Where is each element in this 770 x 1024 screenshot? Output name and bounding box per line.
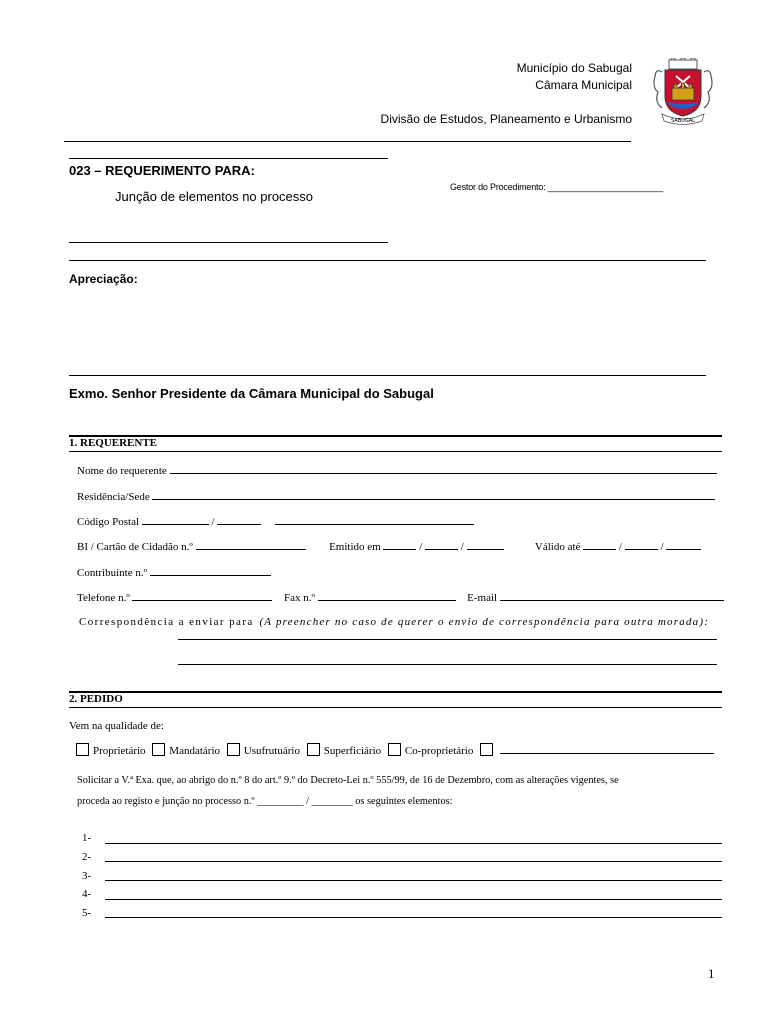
municipal-crest-icon <box>652 58 714 126</box>
taxpayer-row <box>77 566 271 579</box>
valid-until-label: Válido até <box>534 541 581 553</box>
request-text-line-1: Solicitar a V.ª Exa. que, ao abrigo do n.º 8 do art.º 9.º do Decreto-Lei n.º 555/99, de 16 de Dezembro, com as alterações vigentes, se <box>77 775 619 786</box>
item-line-2[interactable] <box>105 861 722 862</box>
fax-label: Fax n.º <box>283 592 315 604</box>
title-bottom-rule <box>69 242 388 243</box>
correspondence-label: Correspondência a enviar para <box>79 616 254 628</box>
checkbox-co-proprietario[interactable] <box>388 743 401 756</box>
postal-code-label: Código Postal <box>77 516 140 528</box>
issued-sep-2: / <box>460 541 464 553</box>
section1-title: 1. REQUERENTE <box>69 437 158 449</box>
checkbox-superficiario[interactable] <box>307 743 320 756</box>
postal-code-row <box>77 515 474 528</box>
item-line-4[interactable] <box>105 899 722 900</box>
item-number-2: 2- <box>82 851 92 863</box>
valid-day-field[interactable] <box>583 540 616 550</box>
taxpayer-field[interactable] <box>150 566 271 576</box>
checkbox-mandatario[interactable] <box>152 743 165 756</box>
valid-month-field[interactable] <box>625 540 658 550</box>
phone-label: Telefone n.º <box>77 592 130 604</box>
municipality-name: Município do Sabugal <box>516 61 632 75</box>
other-capacity-field[interactable] <box>500 744 714 754</box>
request-code-title: 023 – REQUERIMENTO PARA: <box>69 163 255 178</box>
valid-year-field[interactable] <box>666 540 701 550</box>
phone-field[interactable] <box>132 591 272 601</box>
appraisal-bottom-rule <box>69 375 706 376</box>
option-proprietario-label: Proprietário <box>93 745 146 757</box>
fax-field[interactable] <box>318 591 456 601</box>
postal-code-field-1[interactable] <box>142 515 209 525</box>
header-rule <box>64 141 631 142</box>
request-text-line-2: proceda ao registo e junção no processo n.º _________ / ________ os seguintes elementos: <box>77 796 453 807</box>
taxpayer-label: Contribuinte n.º <box>77 567 148 579</box>
option-mandatario-label: Mandatário <box>169 745 220 757</box>
requester-name-label: Nome do requerente <box>77 465 167 477</box>
council-name: Câmara Municipal <box>535 78 632 92</box>
option-usufrutuario-label: Usufrutuário <box>243 745 300 757</box>
issued-month-field[interactable] <box>425 540 458 550</box>
requester-name-row <box>77 464 717 477</box>
section1-top-rule <box>69 435 722 437</box>
option-superficiario-label: Superficiário <box>323 745 382 757</box>
locality-field[interactable] <box>275 515 474 525</box>
id-card-number-field[interactable] <box>196 540 306 550</box>
issued-day-field[interactable] <box>383 540 416 550</box>
section1-title-rule <box>69 451 722 452</box>
checkbox-other[interactable] <box>480 743 493 756</box>
crest-banner-text: SABUGAL <box>671 118 695 124</box>
email-label: E-mail <box>467 592 498 604</box>
checkbox-proprietario[interactable] <box>76 743 89 756</box>
item-number-4: 4- <box>82 888 92 900</box>
item-line-3[interactable] <box>105 880 722 881</box>
item-line-1[interactable] <box>105 843 722 844</box>
section2-title-rule <box>69 707 722 708</box>
id-card-label: BI / Cartão de Cidadão n.º <box>77 541 193 553</box>
residence-field[interactable] <box>152 490 715 500</box>
postal-code-separator: / <box>211 516 215 528</box>
item-number-5: 5- <box>82 907 92 919</box>
appraisal-label: Apreciação: <box>69 272 138 286</box>
appraisal-area[interactable] <box>69 292 706 370</box>
section2-top-rule <box>69 691 722 693</box>
option-co-proprietario-label: Co-proprietário <box>404 745 474 757</box>
residence-row <box>77 490 715 503</box>
residence-label: Residência/Sede <box>77 491 150 503</box>
addressee-heading: Exmo. Senhor Presidente da Câmara Municipal do Sabugal <box>69 386 434 401</box>
valid-sep-2: / <box>660 541 664 553</box>
request-subject: Junção de elementos no processo <box>115 189 314 204</box>
valid-sep-1: / <box>618 541 622 553</box>
issued-sep-1: / <box>419 541 423 553</box>
division-name: Divisão de Estudos, Planeamento e Urbanismo <box>380 112 632 126</box>
appraisal-top-rule <box>69 260 706 261</box>
item-number-3: 3- <box>82 870 92 882</box>
checkbox-usufrutuario[interactable] <box>227 743 240 756</box>
title-top-rule <box>69 158 388 159</box>
correspondence-line-2[interactable] <box>178 664 717 665</box>
item-line-5[interactable] <box>105 917 722 918</box>
issued-label: Emitido em <box>329 541 381 553</box>
correspondence-row <box>79 616 722 628</box>
id-card-row <box>77 540 701 553</box>
page-number: 1 <box>708 966 715 981</box>
item-number-1: 1- <box>82 832 92 844</box>
capacity-label: Vem na qualidade de: <box>69 720 164 732</box>
section2-title: 2. PEDIDO <box>69 693 123 705</box>
capacity-options-row <box>76 743 714 757</box>
contacts-row <box>77 591 724 604</box>
requester-name-field[interactable] <box>170 464 717 474</box>
procedure-manager-field[interactable]: Gestor do Procedimento: ________________________ <box>450 182 664 192</box>
correspondence-note: (A preencher no caso de querer o envio de correspondência para outra morada): <box>259 616 710 628</box>
email-field[interactable] <box>500 591 724 601</box>
correspondence-line-1[interactable] <box>178 639 717 640</box>
issued-year-field[interactable] <box>467 540 504 550</box>
postal-code-field-2[interactable] <box>217 515 261 525</box>
